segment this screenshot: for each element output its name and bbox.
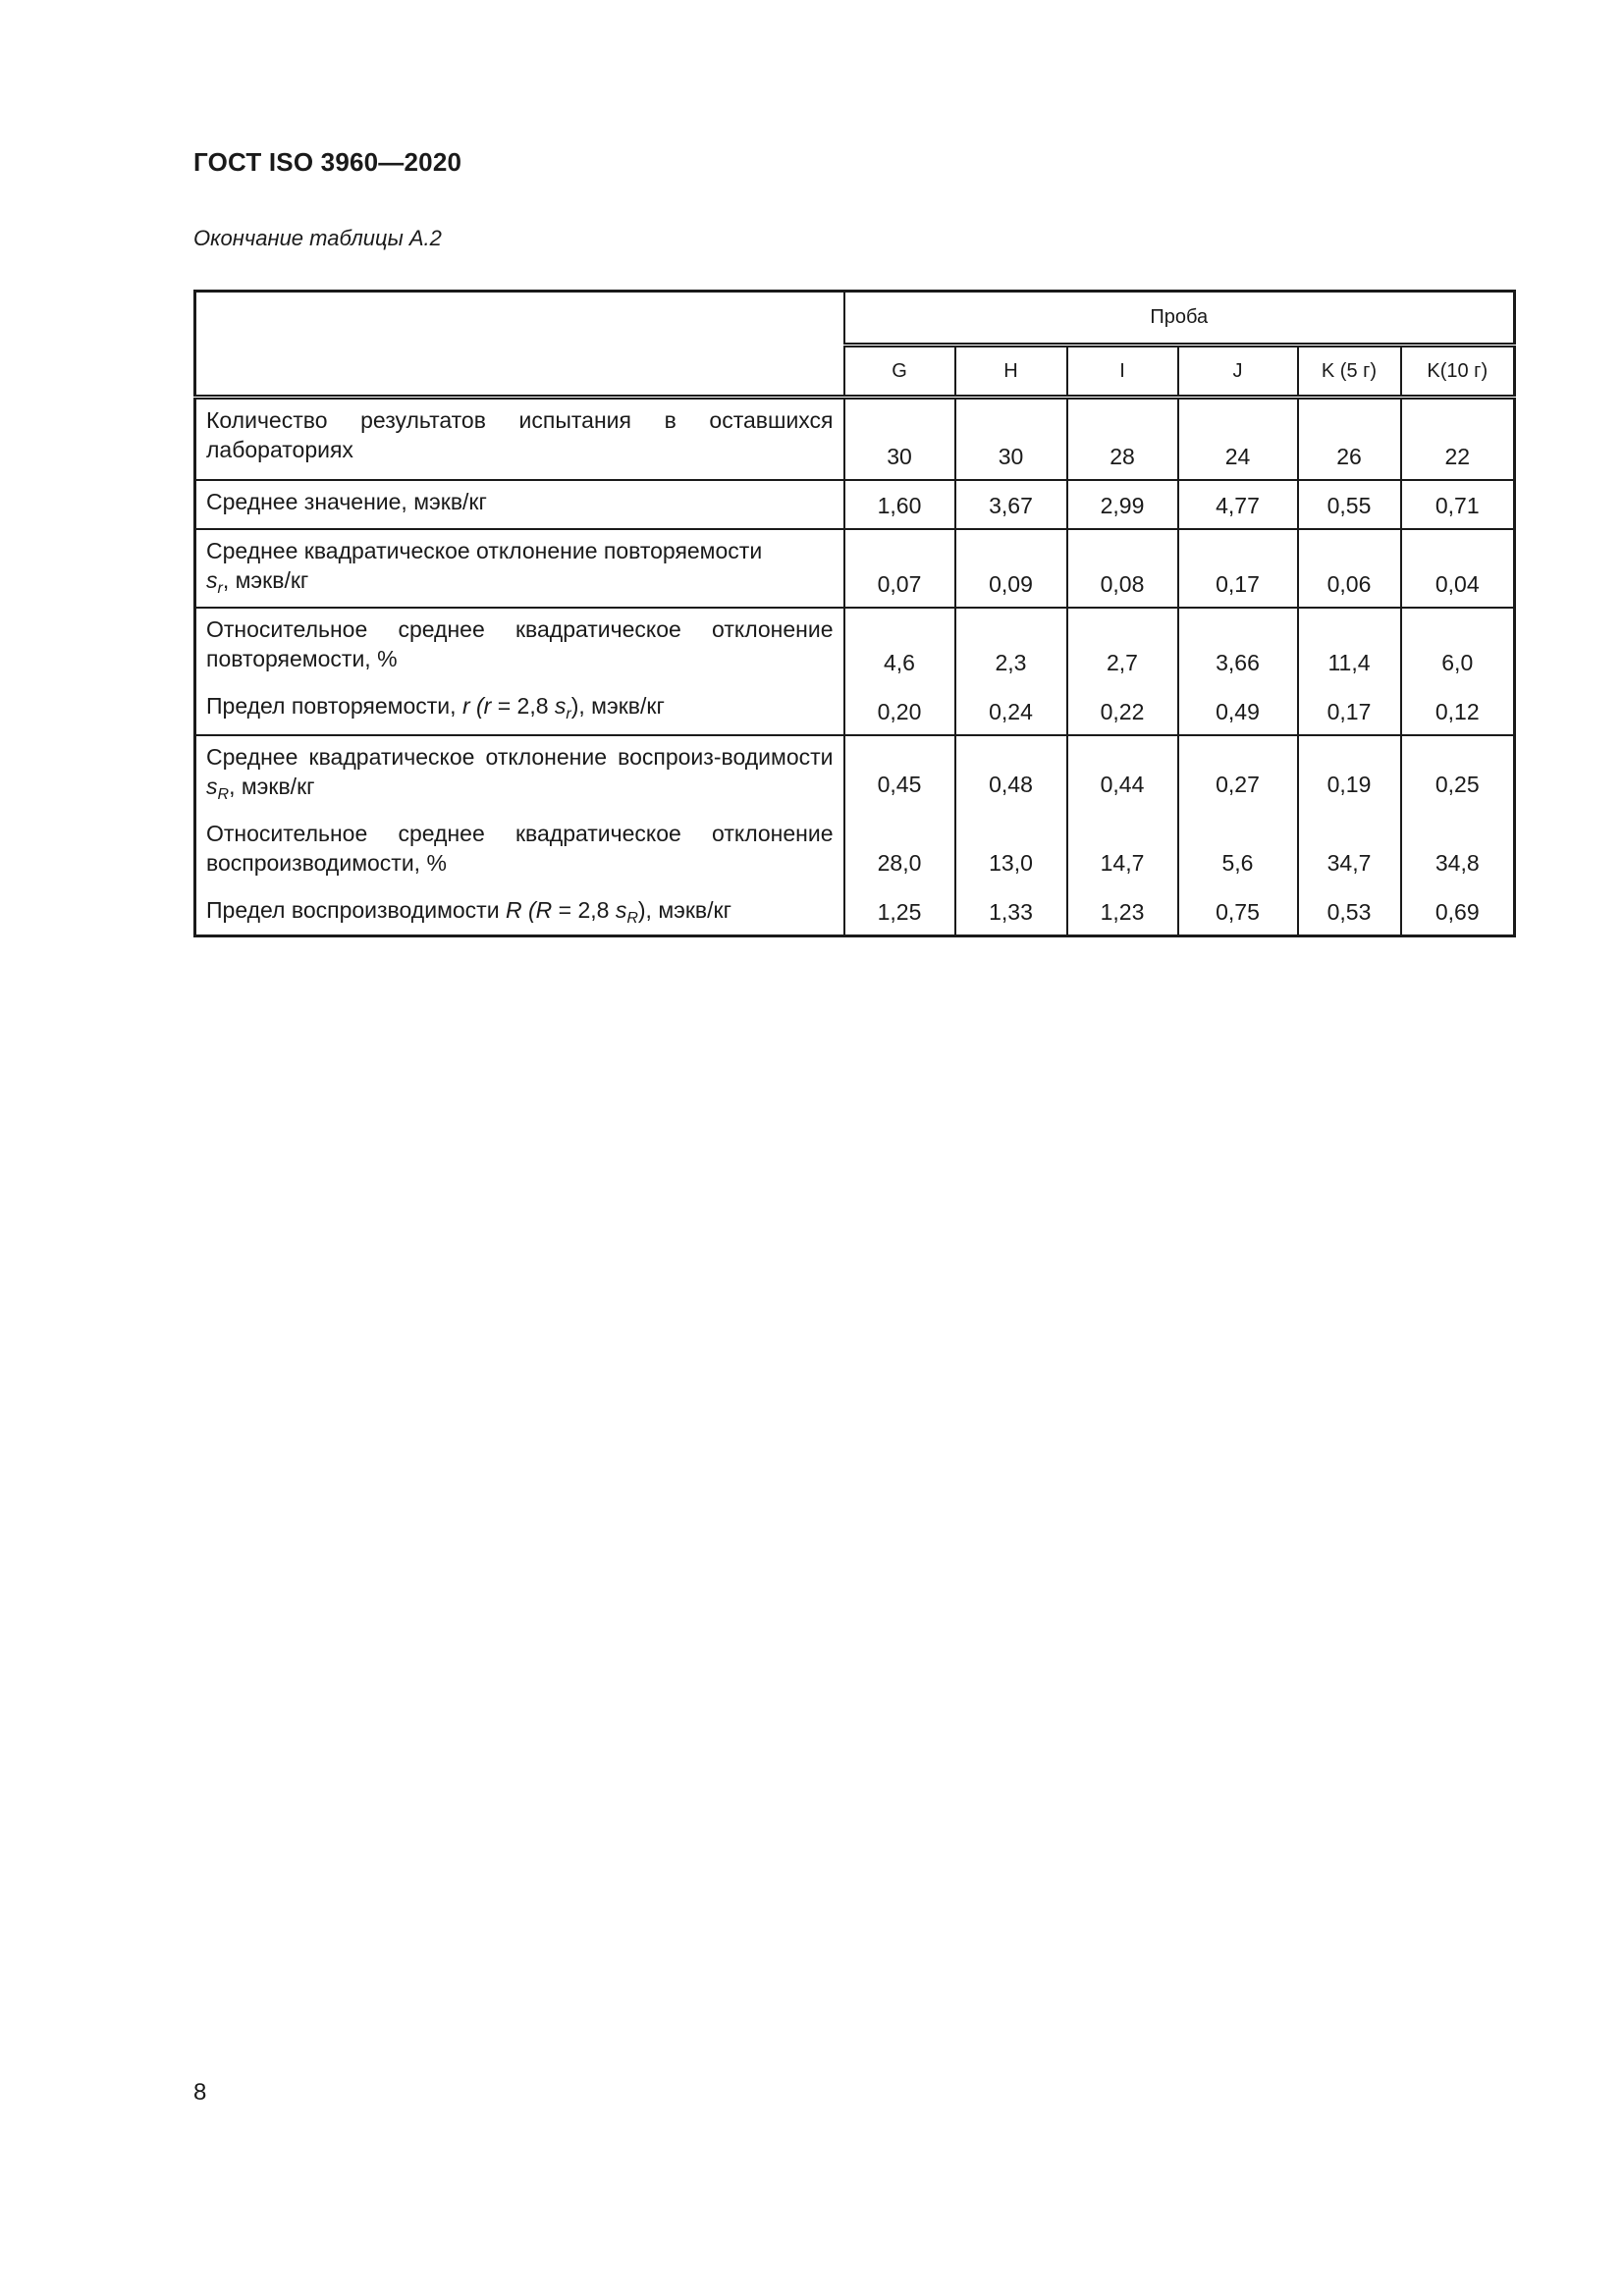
cell-value: 0,07 <box>877 570 922 597</box>
cell-value: 0,09 <box>989 570 1033 597</box>
row-label: Относительное среднее квадратическое отклонение воспроизводимости, % <box>206 820 834 876</box>
cell-value: 30 <box>887 443 912 469</box>
header-empty-cell <box>195 292 844 398</box>
column-header-k5: K (5 г) <box>1298 346 1401 398</box>
cell-value: 0,24 <box>989 698 1033 724</box>
cell-value: 0,04 <box>1435 570 1480 597</box>
cell-value: 0,45 <box>877 772 922 797</box>
cell-value: 0,71 <box>1435 492 1480 518</box>
cell-value: 0,12 <box>1435 698 1480 724</box>
cell-value: 3,66 <box>1216 649 1260 675</box>
cell-value: 0,75 <box>1216 899 1260 925</box>
cell-value: 1,25 <box>877 899 922 925</box>
cell-value: 1,33 <box>989 899 1033 925</box>
cell-value: 0,48 <box>989 772 1033 797</box>
document-title: ГОСТ ISO 3960—2020 <box>193 147 462 177</box>
column-header-h: H <box>955 346 1067 398</box>
row-label: Относительное среднее квадратическое отклонение повторяемости, % <box>206 615 834 671</box>
page-number: 8 <box>193 2079 207 2106</box>
cell-value: 0,17 <box>1216 570 1260 597</box>
table-caption: Окончание таблицы А.2 <box>193 226 442 250</box>
cell-value: 6,0 <box>1441 649 1474 675</box>
cell-value: 24 <box>1224 443 1251 469</box>
cell-value: 4,77 <box>1216 492 1260 518</box>
group-header-proba: Проба <box>844 292 1515 346</box>
row-label: Предел воспроизводимости R (R = 2,8 $s_R$), мэкв/кг <box>206 896 731 927</box>
cell-value: 0,44 <box>1100 772 1145 797</box>
column-header-i: I <box>1067 346 1178 398</box>
cell-value: 3,67 <box>989 492 1033 518</box>
row-label: Количество результатов испытания в оставшихся лабораториях <box>206 407 834 462</box>
cell-value: 11,4 <box>1327 649 1371 675</box>
table-row <box>195 529 1515 608</box>
cell-value: 0,20 <box>877 698 922 724</box>
cell-value: 26 <box>1336 443 1362 469</box>
cell-value: 1,23 <box>1100 899 1145 925</box>
cell-value: 0,25 <box>1435 772 1480 797</box>
cell-value: 0,08 <box>1100 570 1145 597</box>
cell-value: 0,27 <box>1216 772 1260 797</box>
table-row-group <box>195 608 1515 735</box>
table-row <box>195 398 1515 480</box>
cell-value: 2,3 <box>995 649 1027 675</box>
table-row <box>195 480 1515 529</box>
row-label: Среднее квадратическое отклонение повторяемости $s_r$, мэкв/кг <box>206 537 763 597</box>
column-header-k10: K(10 г) <box>1401 346 1515 398</box>
row-label: Среднее квадратическое отклонение воспроиз-водимости $s_R$, мэкв/кг <box>206 743 834 803</box>
cell-value: 34,8 <box>1435 850 1480 876</box>
cell-value: 5,6 <box>1221 850 1254 876</box>
cell-value: 2,99 <box>1100 492 1145 518</box>
cell-value: 0,69 <box>1435 899 1480 925</box>
cell-value: 13,0 <box>989 850 1033 876</box>
cell-value: 22 <box>1444 443 1471 469</box>
cell-value: 1,60 <box>877 492 922 518</box>
cell-value: 0,55 <box>1326 492 1372 518</box>
table-row-group <box>195 735 1515 936</box>
cell-value: 34,7 <box>1326 850 1372 876</box>
cell-value: 28,0 <box>877 850 922 876</box>
cell-value: 0,19 <box>1326 772 1372 797</box>
cell-value: 0,49 <box>1216 698 1260 724</box>
cell-value: 0,53 <box>1326 899 1372 925</box>
cell-value: 0,22 <box>1100 698 1145 724</box>
row-label: Среднее значение, мэкв/кг <box>206 488 487 514</box>
cell-value: 28 <box>1110 443 1135 469</box>
cell-value: 0,17 <box>1326 698 1372 724</box>
cell-value: 4,6 <box>884 649 915 675</box>
row-label: Предел повторяемости, r (r = 2,8 $s_r$), мэкв/кг <box>206 692 665 722</box>
results-table <box>193 290 1516 937</box>
cell-value: 30 <box>998 443 1024 469</box>
column-header-g: G <box>844 346 955 398</box>
cell-value: 0,06 <box>1326 570 1372 597</box>
cell-value: 14,7 <box>1100 850 1145 876</box>
cell-value: 2,7 <box>1107 649 1138 675</box>
column-header-j: J <box>1178 346 1298 398</box>
